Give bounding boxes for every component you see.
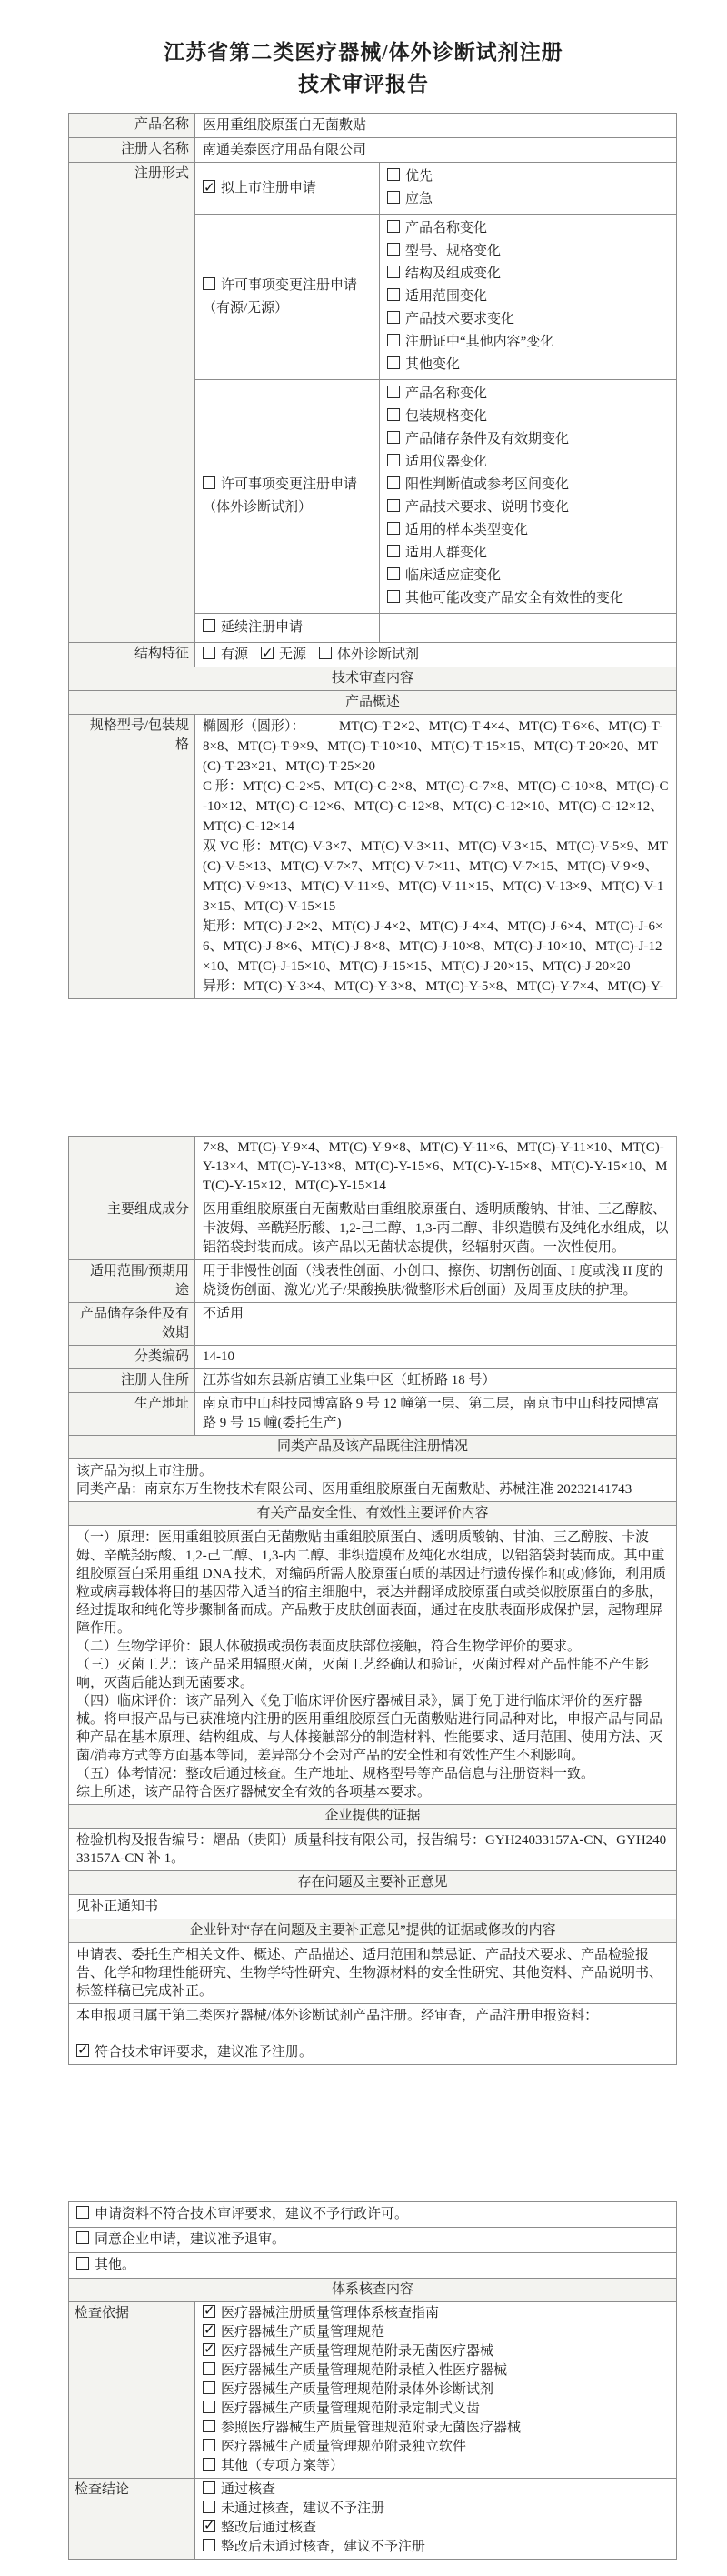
text: （五）体考情况：整改后通过核查。生产地址、规格型号等产品信息与注册资料一致。 [76,1767,595,1781]
table-row [69,2279,677,2302]
checkbox-unchecked-icon[interactable] [387,243,400,256]
checkbox-unchecked-icon[interactable] [387,454,400,466]
checkbox-unchecked-icon[interactable] [203,2381,215,2394]
text-line [76,1946,669,2000]
text-line [203,297,372,320]
text-line [76,2205,669,2224]
checkbox-unchecked-icon[interactable] [387,386,400,398]
text: 医疗器械生产质量管理规范附录体外诊断试剂 [221,2382,494,2397]
system-inspection-table [68,2201,677,2560]
page-break-gap [0,999,727,1136]
text-line [76,2007,669,2025]
text: 矩形：MT(C)-J-2×2、MT(C)-J-4×2、MT(C)-J-4×4、MT(C)-J-6×4、MT(C)-J-6×6、MT(C)-J-8×6、MT(C)-J-8×8、MT(C)-J-10×8、MT(C)-J-10×10、MT(C)-J-12×10、MT(C)-J-15×10、MT(C)-J-15×15、MT(C)-J-20×15、MT(C)-J-20×20 [203,919,663,974]
field-value [195,138,677,163]
text-line [387,587,669,610]
blank-line [76,2025,669,2043]
text-line [203,2342,669,2361]
full-width-text [69,1459,677,1502]
checkbox-unchecked-icon[interactable] [387,431,400,444]
table-row [69,1303,677,1346]
checkbox-unchecked-icon[interactable] [203,2420,215,2432]
text: 其他可能改变产品安全有效性的变化 [405,591,624,606]
checkbox-unchecked-icon[interactable] [387,408,400,421]
text-line [203,2438,669,2457]
field-label: 检查结论 [69,2479,195,2560]
text: 医疗器械生产质量管理规范附录无菌医疗器械 [221,2344,494,2359]
table-row [69,2479,677,2560]
table-row [69,1895,677,1919]
text-line [203,140,669,160]
full-width-text [69,2004,677,2065]
checkbox-unchecked-icon[interactable] [203,619,215,632]
text: （二）生物学评价：跟人体破损或损伤表面皮肤部位接触，符合生物学评价的要求。 [76,1639,582,1654]
field-value [195,1393,677,1436]
page-title-line2: 技术审评报告 [298,73,429,95]
page-title-line1: 江苏省第二类医疗器械/体外诊断试剂注册 [164,41,563,64]
table-row [69,1346,677,1369]
registration-type-cell [195,163,677,643]
checkbox-unchecked-icon[interactable] [387,168,400,181]
text: 14-10 [203,1349,234,1364]
section-header: 企业提供的证据 [69,1805,677,1829]
table-row [69,2302,677,2479]
table-row [69,1393,677,1436]
text: 医疗器械生产质量管理规范附录独立软件 [221,2440,467,2454]
table-row [69,1459,677,1502]
text: 产品技术要求变化 [405,312,515,326]
table-row [69,138,677,163]
text: 产品名称变化 [405,386,488,401]
text-line [203,2361,669,2381]
text: 通过核查 [221,2482,276,2497]
text: 医疗器械生产质量管理规范附录植入性医疗器械 [221,2363,508,2378]
text: 许可事项变更注册申请 [221,477,358,492]
text: 产品储存条件及有效期变化 [405,432,570,446]
text: 医用重组胶原蛋白无菌敷贴由重组胶原蛋白、透明质酸钠、甘油、三乙醇胺、卡波姆、辛酰羟肟酸、1,2-己二醇、1,3-丙二醇、非织造膜布及纯化水组成，以铝箔袋封装而成。该产品以无菌状态提供，经辐射灭菌。一次性使用。 [203,1202,669,1255]
text: （一）原理：医用重组胶原蛋白无菌敷贴由重组胶原蛋白、透明质酸钠、甘油、三乙醇胺、卡波姆、辛酰羟肟酸、1,2-己二醇、1,3-丙二醇、非织造膜布及纯化水组成，以铝箔袋封装而成。其中重组胶原蛋白采用重组 DNA 技术，对编码所需人胶原蛋白质的基因进行遗传操作和(或)修饰，利用质粒或病毒载体将目的基因带入适当的宿主细胞中，表达并翻译成胶原蛋白或类似胶原蛋白的多肽，经过提取和纯化等步骤制备而成。产品敷于皮肤创面表面，通过在皮肤表面形成保护层，起物理屏障作用。 [76,1530,667,1636]
text-line [203,2304,669,2323]
text: 整改后未通过核查，建议不予注册 [221,2540,426,2554]
text-line [203,1395,669,1433]
text-line [387,383,669,406]
checkbox-checked-icon[interactable] [203,180,215,193]
table-row [69,1369,677,1393]
field-value [195,1369,677,1393]
text-line [203,2519,669,2538]
conclusion-option [69,2202,677,2228]
text: C 形：MT(C)-C-2×5、MT(C)-C-2×8、MT(C)-C-7×8、MT(C)-C-10×8、MT(C)-C-10×12、MT(C)-C-12×6、MT(C)-C-12×8、MT(C)-C-12×10、MT(C)-C-12×12、MT(C)-C-12×14 [203,779,669,834]
text: （四）临床评价：该产品列入《免于临床评价医疗器械目录》，属于免于进行临床评价的医疗器械。将申报产品与已获准境内注册的医用重组胶原蛋白无菌敷贴进行同品种对比，申报产品与同品种产品在基本原理、结构组成、与人体接触部分的制造材料、性能要求、适用范围、使用方法、灭菌/消毒方式等方面基本等同，差异部分不会对产品的安全性和有效性产生不利影响。 [76,1694,663,1763]
table-row [69,715,677,999]
text-line [203,177,372,200]
checkbox-unchecked-icon[interactable] [387,356,400,369]
text: （三）灭菌工艺：该产品采用辐照灭菌，灭菌工艺经确认和验证，灭菌过程对产品性能不产生影响，灭菌后能达到无菌要求。 [76,1658,650,1690]
table-row [69,667,677,691]
table-row [195,163,676,215]
text [76,2027,80,2041]
text-line [203,2419,669,2438]
text: 适用仪器变化 [405,455,488,469]
conclusion-option [69,2228,677,2253]
checkbox-unchecked-icon[interactable] [203,2539,215,2551]
text-line [76,2043,669,2061]
checkbox-unchecked-icon[interactable] [203,2501,215,2513]
text-line [387,496,669,519]
text: 未通过核查，建议不予注册 [221,2501,385,2516]
text-line [203,2538,669,2557]
field-label: 检查依据 [69,2302,195,2479]
text: 见补正通知书 [76,1899,159,1914]
checkbox-unchecked-icon[interactable] [319,647,332,659]
text-line [76,1480,669,1498]
checkbox-option[interactable] [261,647,306,662]
table-row [69,1943,677,2004]
text-line [203,115,669,135]
text: 其他（专项方案等） [221,2459,344,2473]
checkbox-unchecked-icon[interactable] [76,2206,89,2219]
checkbox-option[interactable] [203,647,248,662]
table-row [69,1502,677,1526]
table-row [69,163,677,643]
table-row [69,2228,677,2253]
text-line [76,1462,669,1480]
table-row [69,2004,677,2065]
field-value [195,643,677,667]
checkbox-inline-group [203,645,669,665]
text-line [203,275,372,297]
text-line [203,1262,669,1300]
text-line [387,286,669,308]
text-line [387,406,669,428]
section-header: 企业针对“存在问题及主要补正意见”提供的证据或修改的内容 [69,1919,677,1943]
text-line [203,2481,669,2500]
field-value [195,1346,677,1369]
text: 不适用 [203,1307,244,1321]
text-line [76,2230,669,2250]
text: 拟上市注册申请 [221,180,317,195]
text-line [387,565,669,587]
text: 阳性判断值或参考区间变化 [405,477,570,492]
section-header: 产品概述 [69,691,677,715]
registration-sub-options [380,380,677,614]
checkbox-unchecked-icon[interactable] [387,567,400,580]
text: （体外诊断试剂） [203,500,313,515]
table-row [69,643,677,667]
text-line [203,917,669,977]
text: 其他。 [95,2258,136,2272]
registration-sub-options [380,614,677,643]
registration-sub-options [380,215,677,380]
registration-option [195,380,380,614]
text-line [387,474,669,496]
table-row [69,1829,677,1871]
page-title [64,36,663,100]
checkbox-unchecked-icon[interactable] [203,2458,215,2471]
text-line [387,428,669,451]
section-header: 有关产品安全性、有效性主要评价内容 [69,1502,677,1526]
text-line [203,2400,669,2419]
text: 许可事项变更注册申请 [221,277,358,293]
text-line [387,263,669,286]
field-value [195,1137,677,1198]
table-row [69,2202,677,2228]
field-value [195,114,677,138]
text: 用于非慢性创面（浅表性创面、小创口、擦伤、切割伤创面、I 度或浅 II 度的烧烫伤创面、激光/光子/果酸换肤/微整形术后创面）及周围皮肤的护理。 [203,1264,663,1298]
field-label: 分类编码 [69,1346,195,1369]
field-label: 生产地址 [69,1393,195,1436]
field-value [195,715,677,999]
checkbox-checked-icon[interactable] [203,2343,215,2356]
text: 检验机构及报告编号：熠品（贵阳）质量科技有限公司，报告编号：GYH24033157A-CN、GYH24033157A-CN 补 1。 [76,1833,667,1866]
checkbox-list [195,2302,677,2479]
checkbox-unchecked-icon[interactable] [387,499,400,512]
text-line [203,977,669,997]
checkbox-checked-icon[interactable] [76,2044,89,2057]
text: 申请表、委托生产相关文件、概述、产品描述、适用范围和禁忌证、产品技术要求、产品检验报告、化学和物理性能研究、生物学特性研究、生物源材料的安全性研究、其他资料、产品说明书、标签样稿已完成补正。 [76,1948,663,1999]
field-label: 注册人名称 [69,138,195,163]
checkbox-unchecked-icon[interactable] [76,2231,89,2244]
text-line [387,165,669,188]
text-line [387,217,669,240]
table-row [69,1526,677,1805]
registration-option [195,614,380,643]
text-line [203,2323,669,2342]
text-line [76,1831,669,1868]
text-line [76,1783,669,1801]
text: 医疗器械注册质量管理体系核查指南 [221,2306,440,2320]
checkbox-unchecked-icon[interactable] [203,2401,215,2413]
text-line [203,2500,669,2519]
text-line [203,1200,669,1258]
text: 符合技术审评要求，建议准予注册。 [95,2045,314,2060]
field-value [195,1260,677,1303]
text: 该产品为拟上市注册。 [76,1464,214,1478]
checkbox-unchecked-icon[interactable] [387,288,400,301]
checkbox-unchecked-icon[interactable] [387,522,400,535]
text-line [203,1371,669,1390]
text: 产品技术要求、说明书变化 [405,500,570,515]
full-width-text [69,1829,677,1871]
text: 医用重组胶原蛋白无菌敷贴 [203,118,367,133]
text-line [203,1305,669,1324]
field-label: 产品名称 [69,114,195,138]
registration-sub-options [380,163,677,215]
text: 申请资料不符合技术审评要求，建议不予行政许可。 [95,2207,409,2221]
full-width-text [69,1895,677,1919]
text: 同类产品：南京东万生物技术有限公司、医用重组胶原蛋白无菌敷贴、苏械注准 20232141743 [76,1482,632,1497]
product-info-table [68,113,677,999]
text: 适用的样本类型变化 [405,523,529,537]
conclusion-option [69,2253,677,2279]
text: 延续注册申请 [221,620,304,635]
text: 结构及组成变化 [405,266,502,281]
checkbox-unchecked-icon[interactable] [387,476,400,489]
text-line [203,1348,669,1367]
text-line [387,519,669,542]
text-line [76,2256,669,2275]
text-line [387,451,669,474]
text-line [387,188,669,211]
text-line [387,542,669,565]
field-label: 产品储存条件及有 效期 [69,1303,195,1346]
section-header: 技术审查内容 [69,667,677,691]
checkbox-unchecked-icon[interactable] [387,590,400,603]
text-line [76,1765,669,1783]
text: 综上所述，该产品符合医疗器械安全有效的各项基本要求。 [76,1785,432,1799]
checkbox-option[interactable] [319,647,419,662]
checkbox-unchecked-icon[interactable] [203,476,215,489]
checkbox-checked-icon[interactable] [203,2520,215,2532]
table-row [69,1198,677,1260]
checkbox-option-label: 无源 [279,647,307,662]
field-value [195,1303,677,1346]
table-row [69,1919,677,1943]
table-row [69,691,677,715]
section-header: 体系核查内容 [69,2279,677,2302]
checkbox-unchecked-icon[interactable] [387,311,400,324]
field-value [195,1198,677,1260]
review-content-table [68,1136,677,2065]
text: 注册证中“其他内容”变化 [405,335,554,349]
field-label [69,1137,195,1198]
page-break-gap [0,2065,727,2201]
checkbox-unchecked-icon[interactable] [387,191,400,204]
text: 异形：MT(C)-Y-3×4、MT(C)-Y-3×8、MT(C)-Y-5×8、MT(C)-Y-7×4、MT(C)-Y- [203,979,664,994]
text-line [203,496,372,519]
full-width-text [69,1943,677,2004]
text-line [387,240,669,263]
checkbox-unchecked-icon[interactable] [387,545,400,557]
text-line [203,777,669,837]
field-label: 结构特征 [69,643,195,667]
text: 江苏省如东县新店镇工业集中区（虹桥路 18 号） [203,1373,496,1388]
checkbox-unchecked-icon[interactable] [203,277,215,290]
text: 适用范围变化 [405,289,488,304]
text: 医疗器械生产质量管理规范 [221,2325,385,2340]
checkbox-unchecked-icon[interactable] [76,2257,89,2270]
text-line [203,2457,669,2476]
table-row [69,1871,677,1895]
checkbox-unchecked-icon[interactable] [387,220,400,233]
text-line [387,308,669,331]
checkbox-option-label: 有源 [221,647,249,662]
field-label: 主要组成成分 [69,1198,195,1260]
text-line [76,1898,669,1916]
checkbox-unchecked-icon[interactable] [203,2439,215,2451]
checkbox-unchecked-icon[interactable] [203,2362,215,2375]
checkbox-unchecked-icon[interactable] [203,2481,215,2494]
text-line [203,2381,669,2400]
section-header: 同类产品及该产品既往注册情况 [69,1436,677,1459]
text: 椭圆形（圆形）： MT(C)-T-2×2、MT(C)-T-4×4、MT(C)-T-6×6、MT(C)-T-8×8、MT(C)-T-9×9、MT(C)-T-10×10、MT(C)-T-15×15、MT(C)-T-20×20、MT(C)-T-23×21、MT(C)-T-25×20 [203,719,663,774]
text: 型号、规格变化 [405,244,502,258]
field-label: 注册形式 [69,163,195,643]
section-header: 存在问题及主要补正意见 [69,1871,677,1895]
text: 适用人群变化 [405,546,488,560]
text: 应急 [405,192,433,206]
table-row [69,1436,677,1459]
text: 参照医疗器械生产质量管理规范附录无菌医疗器械 [221,2421,522,2435]
text: 包装规格变化 [405,409,488,424]
text-line [76,1638,669,1656]
table-row [69,1805,677,1829]
table-row [69,1260,677,1303]
text: 优先 [405,169,433,184]
checkbox-checked-icon[interactable] [203,2305,215,2318]
text-line [203,474,372,496]
text-line [387,331,669,354]
text-line [203,837,669,917]
text: 临床适应症变化 [405,568,502,583]
text: 医疗器械生产质量管理规范附录定制式义齿 [221,2401,481,2416]
text: 整改后通过核查 [221,2521,317,2535]
text-line [387,354,669,376]
registration-option [195,215,380,380]
checkbox-checked-icon[interactable] [261,647,274,659]
field-label: 注册人住所 [69,1369,195,1393]
checkbox-unchecked-icon[interactable] [387,334,400,346]
text: 产品名称变化 [405,221,488,236]
checkbox-checked-icon[interactable] [203,2324,215,2337]
text: 其他变化 [405,357,461,372]
text: 双 VC 形：MT(C)-V-3×7、MT(C)-V-3×11、MT(C)-V-3×15、MT(C)-V-5×9、MT(C)-V-5×13、MT(C)-V-7×7、MT(C)-V-7×11、MT(C)-V-7×15、MT(C)-V-9×9、MT(C)-V-9×13、MT(C)-V-11×9、MT(C)-V-11×15、MT(C)-V-13×9、MT(C)-V-13×15、MT(C)-V-15×15 [203,839,668,914]
registration-option [195,163,380,215]
text-line [76,1656,669,1692]
text: 7×8、MT(C)-Y-9×4、MT(C)-Y-9×8、MT(C)-Y-11×6、MT(C)-Y-11×10、MT(C)-Y-13×4、MT(C)-Y-13×8、MT(C)-Y-15×6、MT(C)-Y-15×8、MT(C)-Y-15×10、MT(C)-Y-15×12、MT(C)-Y-15×14 [203,1140,668,1193]
full-width-text [69,1526,677,1805]
text-line [76,1529,669,1638]
table-row [69,1137,677,1198]
text: 南京市中山科技园博富路 9 号 12 幢第一层、第二层，南京市中山科技园博富路 9 号 15 幢(委托生产) [203,1397,660,1430]
checkbox-unchecked-icon[interactable] [203,647,215,659]
checkbox-option-label: 体外诊断试剂 [337,647,420,662]
registration-type-subtable [195,163,676,642]
field-label: 规格型号/包装规 格 [69,715,195,999]
table-row [195,614,676,643]
table-row [195,215,676,380]
table-row [195,380,676,614]
text: 南通美泰医疗用品有限公司 [203,143,367,157]
table-row [69,2253,677,2279]
text-line [76,1692,669,1765]
field-label: 适用范围/预期用 途 [69,1260,195,1303]
checkbox-list [195,2479,677,2560]
text-line [203,717,669,777]
checkbox-unchecked-icon[interactable] [387,266,400,278]
table-row [69,114,677,138]
text-line [203,616,372,639]
text-line [203,1138,669,1196]
text: 本申报项目属于第二类医疗器械/体外诊断试剂产品注册。经审查，产品注册申报资料： [76,2009,599,2023]
text: 同意企业申请，建议准予退审。 [95,2232,286,2247]
text: （有源/无源） [203,300,289,316]
